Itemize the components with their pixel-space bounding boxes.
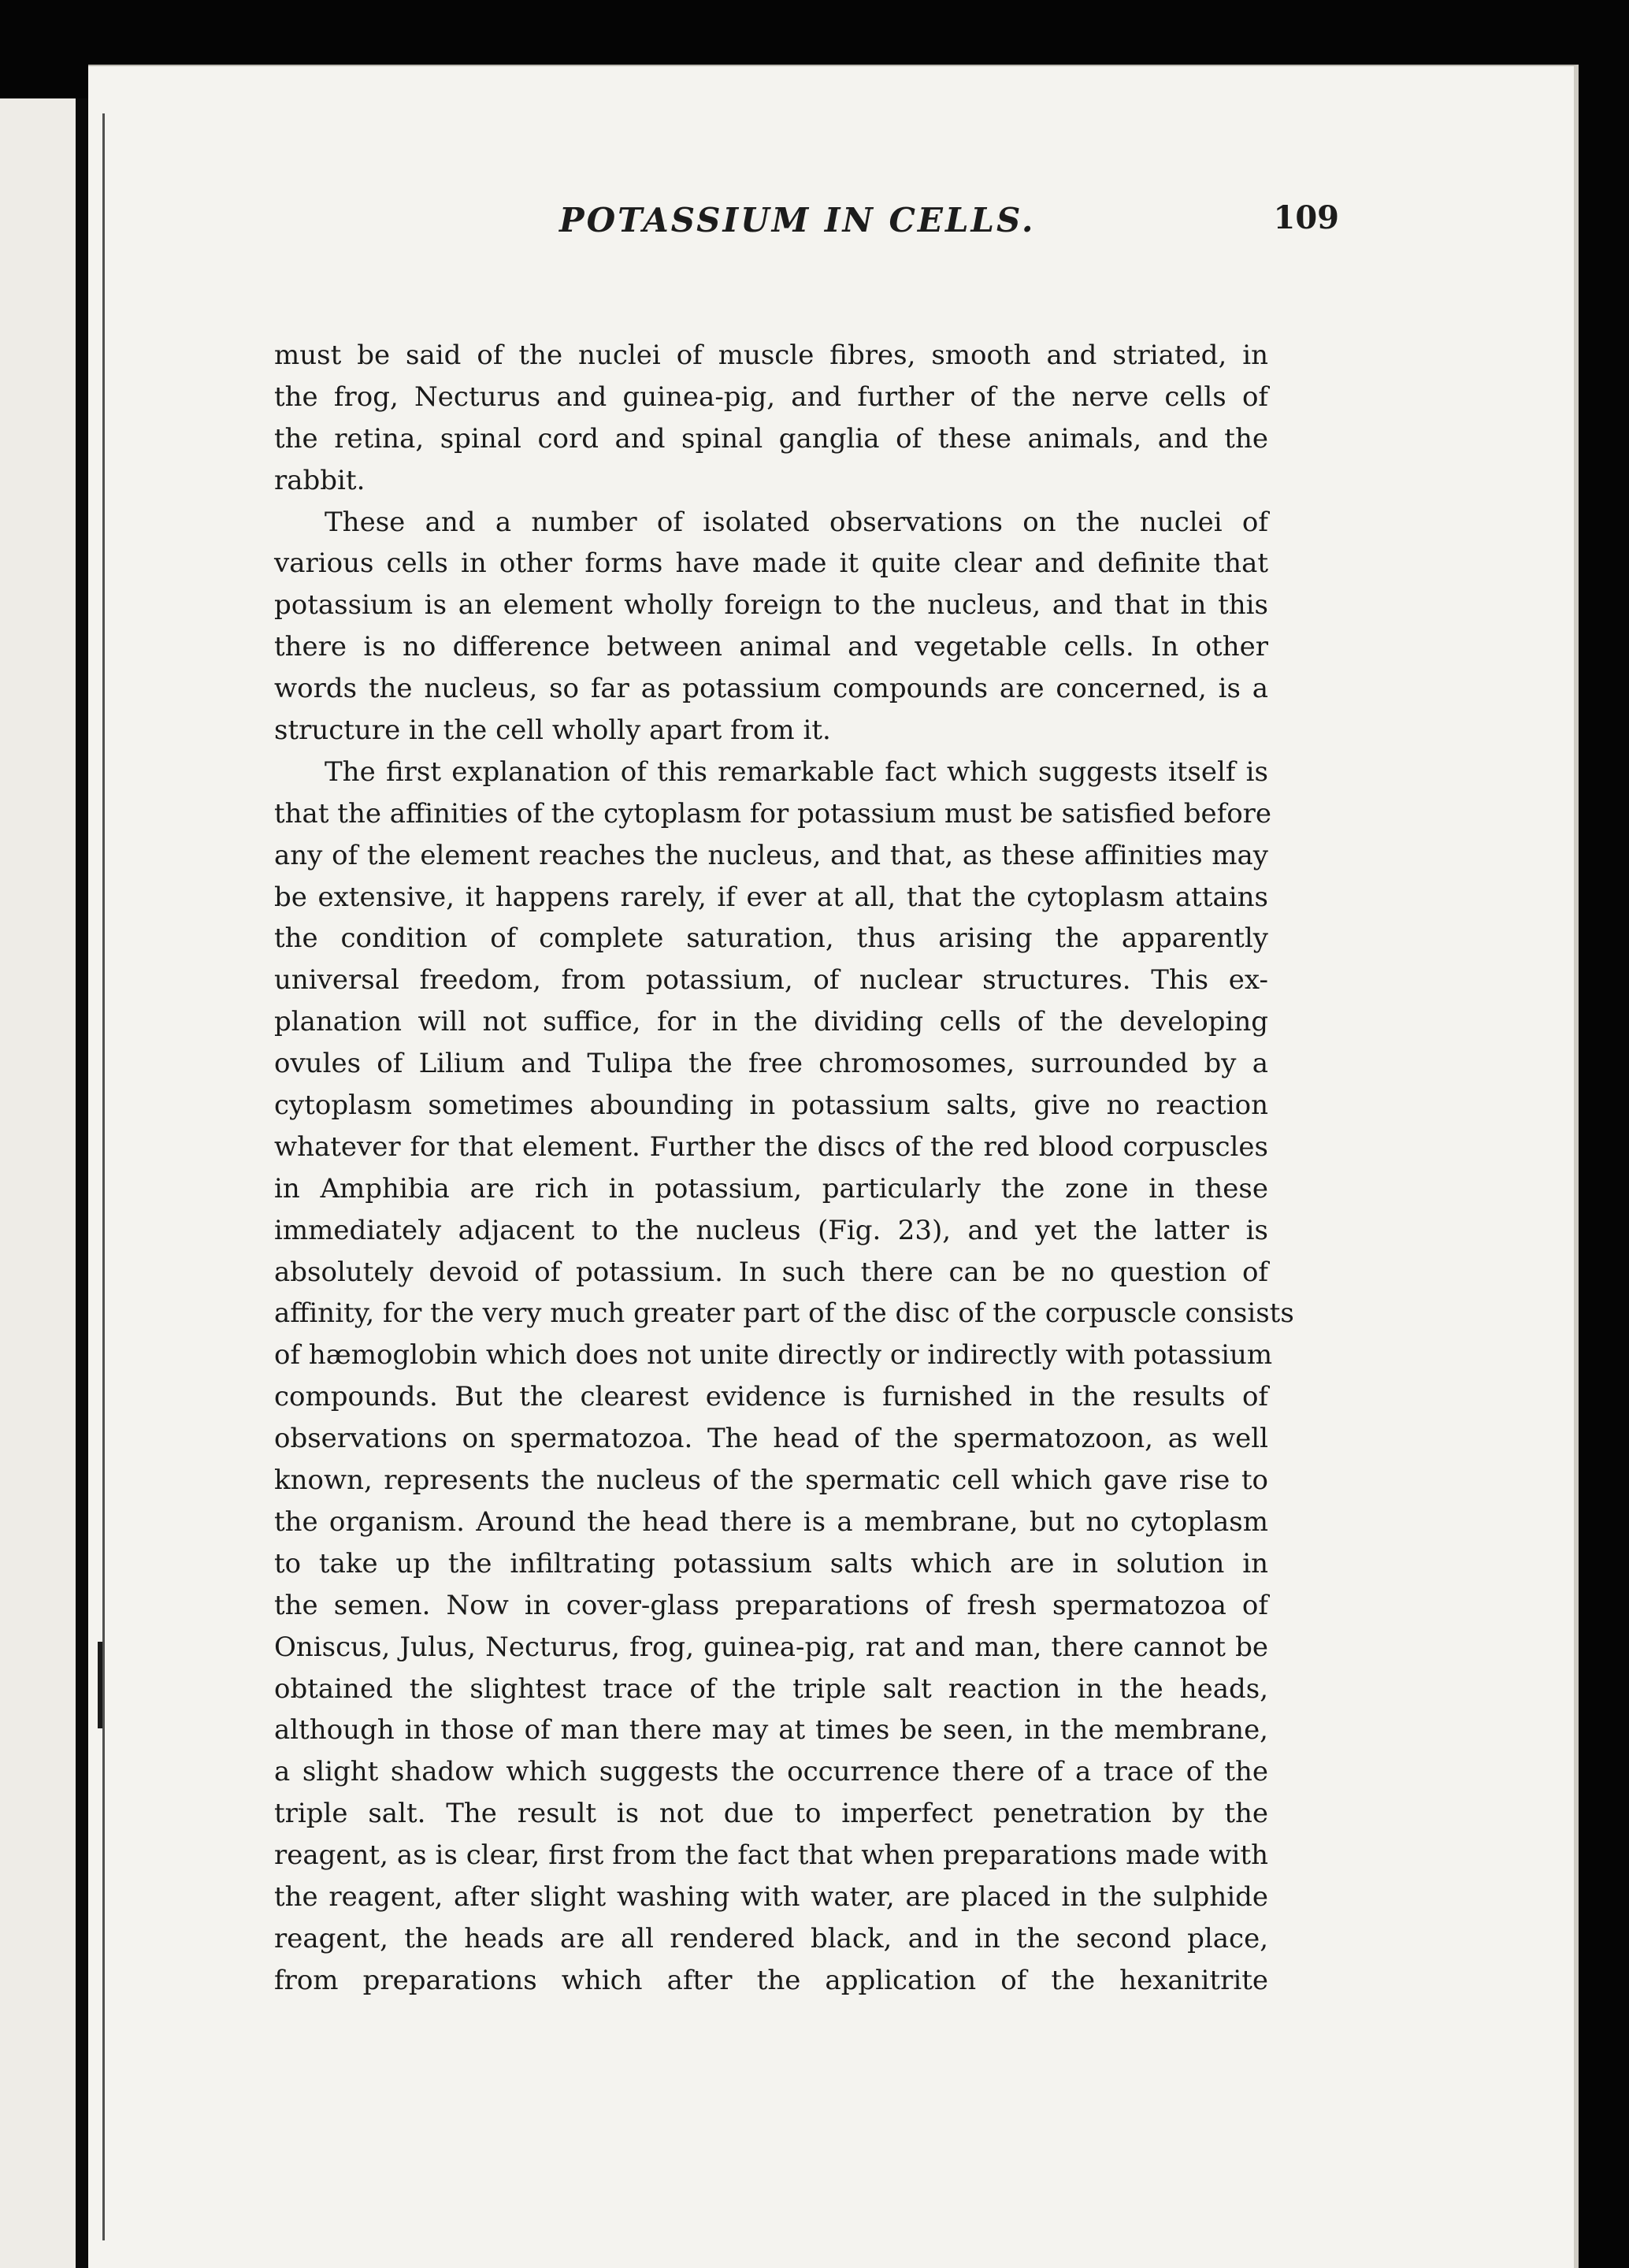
- text-line: universal freedom, from potassium, of nuclear structures. This ex-: [274, 964, 1268, 997]
- text-line: These and a number of isolated observations on the nuclei of: [325, 506, 1268, 538]
- text-line: reagent, as is clear, first from the fact that when preparations made with: [274, 1839, 1268, 1872]
- running-head: POTASSIUM IN CELLS.: [559, 201, 1036, 239]
- text-line: the frog, Necturus and guinea-pig, and further of the nerve cells of: [274, 380, 1268, 413]
- text-line: the reagent, after slight washing with water, are placed in the sulphide: [274, 1880, 1268, 1913]
- text-line: absolutely devoid of potassium. In such there can be no question of: [274, 1256, 1268, 1288]
- text-line: the semen. Now in cover-glass preparations of fresh spermatozoa of: [274, 1589, 1268, 1621]
- text-line: from preparations which after the application of the hexanitrite: [274, 1964, 1268, 1996]
- text-line: a slight shadow which suggests the occurrence there of a trace of the: [274, 1756, 1268, 1788]
- text-line: potassium is an element wholly foreign to the nucleus, and that in this: [274, 589, 1268, 622]
- text-line: in Amphibia are rich in potassium, particularly the zone in these: [274, 1172, 1268, 1205]
- binding-line: [102, 113, 105, 2240]
- text-line: rabbit.: [274, 464, 366, 496]
- body-text: [274, 335, 1294, 2002]
- text-line: must be said of the nuclei of muscle fibres, smooth and striated, in: [274, 340, 1268, 371]
- text-line: there is no difference between animal and vegetable cells. In other: [274, 631, 1268, 663]
- text-line: various cells in other forms have made it quite clear and definite that: [274, 548, 1268, 580]
- text-line: be extensive, it happens rarely, if ever at all, that the cytoplasm attains: [274, 881, 1268, 913]
- text-line: that the affinities of the cytoplasm for potassium must be satisfied before: [274, 797, 1272, 830]
- text-line: affinity, for the very much greater part of the disc of the corpuscle consists: [274, 1297, 1294, 1330]
- page-header: [473, 201, 1402, 248]
- text-line: of hæmoglobin which does not unite directly or indirectly with potassium: [274, 1339, 1273, 1372]
- text-line: The first explanation of this remarkable fact which suggests itself is: [325, 755, 1268, 788]
- text-line: ovules of Lilium and Tulipa the free chromosomes, surrounded by a: [274, 1048, 1268, 1080]
- text-line: to take up the infiltrating potassium salts which are in solution in: [274, 1547, 1268, 1579]
- binding-mark: [98, 1642, 102, 1728]
- text-line: known, represents the nucleus of the spermatic cell which gave rise to: [274, 1464, 1268, 1497]
- text-line: triple salt. The result is not due to imperfect penetration by the: [274, 1798, 1268, 1830]
- text-line: any of the element reaches the nucleus, and that, as these affinities may: [274, 839, 1268, 871]
- text-line: planation will not suffice, for in the dividing cells of the developing: [274, 1006, 1268, 1038]
- facing-page-edge: [0, 98, 76, 2268]
- text-line: reagent, the heads are all rendered black, and in the second place,: [274, 1922, 1268, 1954]
- text-line: the organism. Around the head there is a membrane, but no cytoplasm: [274, 1505, 1268, 1538]
- page-number: 109: [1273, 199, 1339, 236]
- text-line: compounds. But the clearest evidence is furnished in the results of: [274, 1381, 1268, 1413]
- text-line: words the nucleus, so far as potassium compounds are concerned, is a: [274, 673, 1268, 705]
- text-line: Oniscus, Julus, Necturus, frog, guinea-pig, rat and man, there cannot be: [274, 1631, 1268, 1663]
- text-line: structure in the cell wholly apart from it.: [274, 715, 831, 747]
- text-line: cytoplasm sometimes abounding in potassium salts, give no reaction: [274, 1089, 1268, 1122]
- text-line: obtained the slightest trace of the triple salt reaction in the heads,: [274, 1672, 1268, 1705]
- text-line: the condition of complete saturation, thus arising the apparently: [274, 922, 1268, 955]
- text-line: although in those of man there may at times be seen, in the membrane,: [274, 1714, 1268, 1746]
- text-line: whatever for that element. Further the discs of the red blood corpuscles: [274, 1130, 1268, 1163]
- text-line: the retina, spinal cord and spinal ganglia of these animals, and the: [274, 422, 1268, 455]
- text-line: immediately adjacent to the nucleus (Fig. 23), and yet the latter is: [274, 1214, 1268, 1246]
- text-line: observations on spermatozoa. The head of the spermatozoon, as well: [274, 1423, 1268, 1455]
